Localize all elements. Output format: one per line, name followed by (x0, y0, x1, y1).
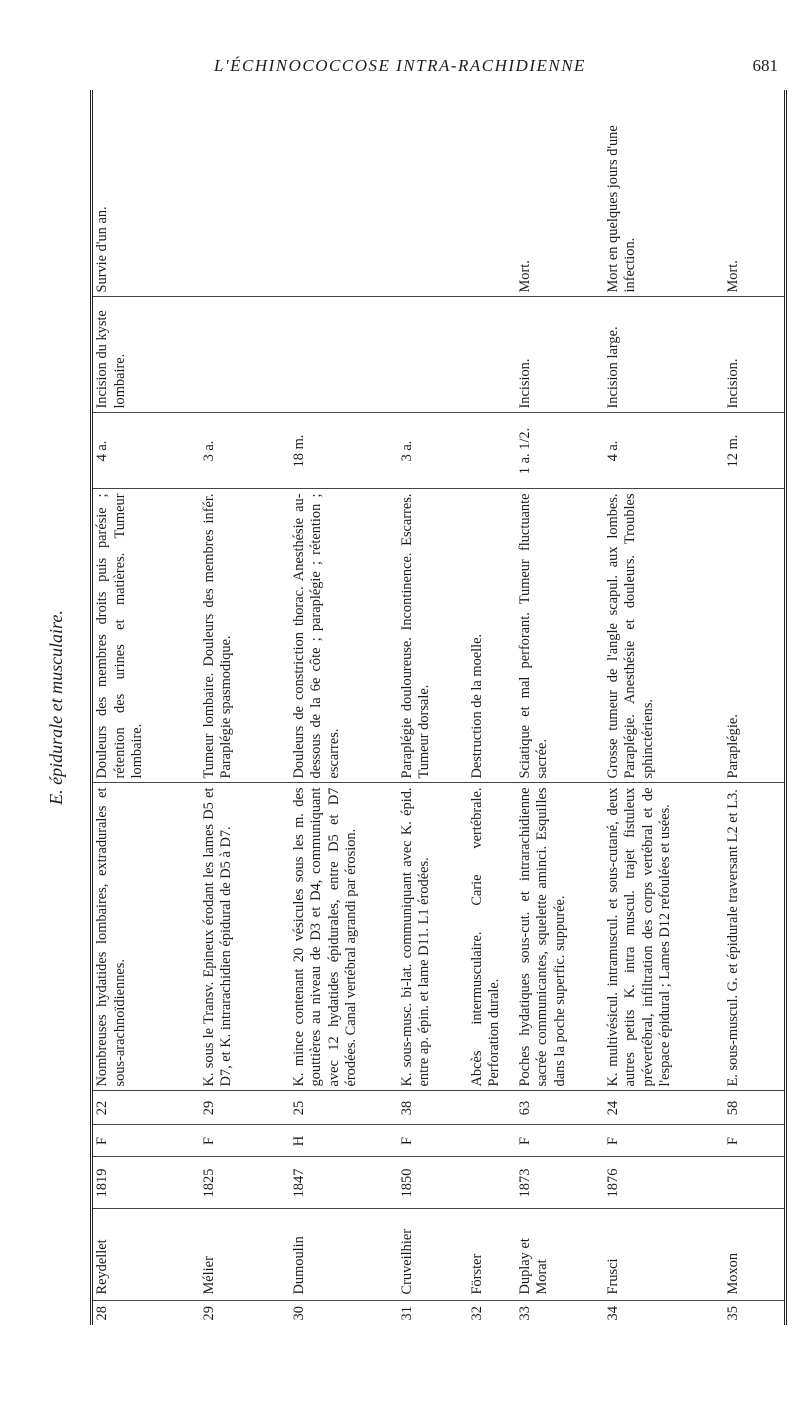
symptoms-cell-text: Destruction de la moelle. (468, 633, 485, 779)
author-cell-text: Dumoulin (290, 1236, 307, 1295)
outcome-cell (724, 90, 786, 297)
sex-cell (468, 1125, 516, 1157)
cases-table (90, 90, 787, 1325)
duration-cell (724, 413, 786, 489)
table-row (92, 90, 200, 1325)
outcome-cell (290, 90, 398, 297)
year-cell (724, 1157, 786, 1209)
outcome-cell-text: Mort en quelques jours d'une infection. (604, 125, 638, 293)
symptoms-cell (398, 489, 468, 783)
duration-cell-text: 1 a. 1/2. (516, 427, 533, 475)
outcome-cell (468, 90, 516, 297)
sex-cell (724, 1125, 786, 1157)
case-number-cell (468, 1301, 516, 1325)
treatment-cell-text: Incision large. (604, 326, 621, 409)
case-number-cell (290, 1301, 398, 1325)
duration-cell-text: 12 m. (724, 434, 741, 468)
duration-cell (604, 413, 724, 489)
lesions-cell (290, 783, 398, 1091)
author-cell (516, 1209, 604, 1301)
duration-cell-text: 18 m. (290, 434, 307, 468)
year-cell (290, 1157, 398, 1209)
case-number-cell (398, 1301, 468, 1325)
year-cell (92, 1157, 200, 1209)
symptoms-cell-text: Tumeur lombaire. Douleurs des membres infér. Paraplégie spasmodique. (200, 493, 234, 779)
author-cell (290, 1209, 398, 1301)
symptoms-cell (290, 489, 398, 783)
lesions-cell (92, 783, 200, 1091)
outcome-cell-text: Mort. (724, 260, 741, 293)
age-cell-text: 38 (398, 1100, 415, 1116)
duration-cell-text: 4 a. (94, 440, 110, 462)
sex-cell-text: F (94, 1137, 110, 1146)
symptoms-cell (724, 489, 786, 783)
author-cell-text: Duplay et Morat (516, 1238, 550, 1295)
lesions-cell-text: K. mince contenant 20 vésicules sous les m. des gouttières au niveau de D3 et D4, communiquant avec 12 hydatides épidurales, entre D5 et D7 érodées. Canal vertébral agrandi par érosion. (290, 787, 359, 1087)
author-cell (604, 1209, 724, 1301)
sex-cell-text: F (604, 1137, 621, 1146)
lesions-cell (398, 783, 468, 1091)
author-cell-text: Förster (468, 1253, 485, 1295)
case-number-cell-text: 33 (516, 1306, 533, 1321)
author-cell-text: Reydellet (94, 1239, 110, 1295)
author-cell (92, 1209, 200, 1301)
case-number-cell-text: 30 (290, 1306, 307, 1321)
case-number-cell-text: 29 (200, 1306, 217, 1321)
treatment-cell (724, 297, 786, 413)
page-number: 681 (752, 56, 778, 75)
sex-cell (200, 1125, 290, 1157)
author-cell-text: Moxon (724, 1252, 741, 1295)
year-cell-text: 1873 (516, 1168, 533, 1198)
page-header (0, 52, 800, 82)
cases-table-body (92, 90, 786, 1325)
table-row (516, 90, 604, 1325)
case-number-cell (200, 1301, 290, 1325)
year-cell (468, 1157, 516, 1209)
lesions-cell (200, 783, 290, 1091)
case-number-cell (516, 1301, 604, 1325)
lesions-cell-text: Poches hydatiques sous-cut. et intrarachidienne sacrée communicantes, squelette aminci. Esquilles dans la poche superfic. suppurée. (516, 787, 568, 1087)
symptoms-cell-text: Paraplégie. (724, 714, 741, 779)
outcome-cell (398, 90, 468, 297)
duration-cell (516, 413, 604, 489)
outcome-cell-text: Mort. (516, 260, 533, 293)
author-cell-text: Frusci (604, 1258, 621, 1295)
author-cell-text: Mélier (200, 1256, 217, 1295)
year-cell-text: 1847 (290, 1168, 307, 1198)
case-number-cell-text: 28 (94, 1306, 110, 1321)
author-cell (468, 1209, 516, 1301)
symptoms-cell-text: Sciatique et mal perforant. Tumeur fluctuante sacrée. (516, 493, 550, 779)
sex-cell (516, 1125, 604, 1157)
case-number-cell-text: 35 (724, 1306, 741, 1321)
age-cell (604, 1091, 724, 1125)
treatment-cell (604, 297, 724, 413)
symptoms-cell (516, 489, 604, 783)
table-row (604, 90, 724, 1325)
case-number-cell-text: 32 (468, 1306, 485, 1321)
outcome-cell-text: Survie d'un an. (94, 206, 110, 293)
sex-cell (92, 1125, 200, 1157)
section-title: E. épidurale et musculaire. (46, 610, 66, 805)
lesions-cell (516, 783, 604, 1091)
age-cell (200, 1091, 290, 1125)
duration-cell (200, 413, 290, 489)
symptoms-cell-text: Grosse tumeur de l'angle scapul. aux lombes. Paraplégie. Anesthésie et douleurs. Troubles sphinctériens. (604, 493, 656, 779)
sex-cell-text: F (516, 1137, 533, 1146)
author-cell (724, 1209, 786, 1301)
age-cell (468, 1091, 516, 1125)
symptoms-cell-text: Paraplégie douloureuse. Incontinence. Escarres. Tumeur dorsale. (398, 493, 432, 779)
outcome-cell (200, 90, 290, 297)
age-cell (516, 1091, 604, 1125)
duration-cell (290, 413, 398, 489)
treatment-cell (516, 297, 604, 413)
symptoms-cell-text: Douleurs de constriction thorac. Anesthésie au-dessous de la 6e côte ; paraplégie ; rétention ; escarres. (290, 493, 342, 779)
table-row (200, 90, 290, 1325)
case-number-cell (604, 1301, 724, 1325)
age-cell-text: 22 (94, 1100, 110, 1116)
year-cell-text: 1825 (200, 1168, 217, 1198)
year-cell-text: 1819 (94, 1168, 110, 1198)
sex-cell (398, 1125, 468, 1157)
sex-cell-text: F (200, 1137, 217, 1146)
duration-cell (398, 413, 468, 489)
age-cell-text: 63 (516, 1100, 533, 1116)
sex-cell-text: F (724, 1137, 741, 1146)
table-row (724, 90, 786, 1325)
outcome-cell (516, 90, 604, 297)
table-row (468, 90, 516, 1325)
year-cell (200, 1157, 290, 1209)
lesions-cell-text: Nombreuses hydatides lombaires, extradurales et sous-arachnoïdiennes. (94, 787, 128, 1087)
year-cell (516, 1157, 604, 1209)
age-cell-text: 25 (290, 1100, 307, 1116)
table-row (290, 90, 398, 1325)
duration-cell (92, 413, 200, 489)
lesions-cell (604, 783, 724, 1091)
author-cell-text: Cruveilhier (398, 1228, 415, 1295)
symptoms-cell-text: Douleurs des membres droits puis parésie ; rétention des urines et matières. Tumeur lombaire. (94, 493, 145, 779)
case-number-cell (92, 1301, 200, 1325)
rotated-table-region (40, 90, 740, 1325)
sex-cell-text: F (398, 1137, 415, 1146)
year-cell-text: 1876 (604, 1168, 621, 1198)
symptoms-cell (468, 489, 516, 783)
treatment-cell (290, 297, 398, 413)
sex-cell (604, 1125, 724, 1157)
case-number-cell-text: 31 (398, 1306, 415, 1321)
running-title: L'ÉCHINOCOCCOSE INTRA-RACHIDIENNE (214, 56, 586, 75)
duration-cell-text: 3 a. (200, 440, 217, 462)
table-row (398, 90, 468, 1325)
age-cell (724, 1091, 786, 1125)
lesions-cell-text: E. sous-muscul. G. et épidurale traversant L2 et L3. (724, 789, 741, 1087)
outcome-cell (604, 90, 724, 297)
author-cell (398, 1209, 468, 1301)
treatment-cell (200, 297, 290, 413)
lesions-cell (468, 783, 516, 1091)
sex-cell (290, 1125, 398, 1157)
age-cell-text: 24 (604, 1100, 621, 1116)
age-cell (92, 1091, 200, 1125)
symptoms-cell (200, 489, 290, 783)
symptoms-cell (92, 489, 200, 783)
case-number-cell-text: 34 (604, 1306, 621, 1321)
author-cell (200, 1209, 290, 1301)
age-cell-text: 58 (724, 1100, 741, 1116)
age-cell (290, 1091, 398, 1125)
age-cell-text: 29 (200, 1100, 217, 1116)
duration-cell (468, 413, 516, 489)
duration-cell-text: 4 a. (604, 440, 621, 462)
lesions-cell-text: Abcès intermusculaire. Carie vertébrale. Perforation durale. (468, 787, 502, 1087)
sex-cell-text: H (290, 1135, 307, 1147)
treatment-cell (468, 297, 516, 413)
treatment-cell-text: Incision. (724, 358, 741, 409)
lesions-cell-text: K. multivésicul. intramuscul. et sous-cutané, deux autres petits K. intra muscul. trajet fistuleux prévertébral, infiltration des corps vertébral et de l'espace épidural ; Lames D12 refoulées et usées. (604, 787, 673, 1087)
lesions-cell (724, 783, 786, 1091)
year-cell (398, 1157, 468, 1209)
lesions-cell-text: K. sous-musc. bi-lat. communiquant avec K. épid. entre ap. épin. et lame D11. L1 érodées. (398, 787, 432, 1087)
treatment-cell (398, 297, 468, 413)
duration-cell-text: 3 a. (398, 440, 415, 462)
outcome-cell (92, 90, 200, 297)
age-cell (398, 1091, 468, 1125)
treatment-cell-text: Incision. (516, 358, 533, 409)
symptoms-cell (604, 489, 724, 783)
case-number-cell (724, 1301, 786, 1325)
lesions-cell-text: K. sous le Transv. Epineux érodant les lames D5 et D7, et K. intrarachidien épidural de D5 à D7. (200, 787, 234, 1087)
treatment-cell-text: Incision du kyste lombaire. (94, 310, 128, 409)
year-cell-text: 1850 (398, 1168, 415, 1198)
year-cell (604, 1157, 724, 1209)
treatment-cell (92, 297, 200, 413)
